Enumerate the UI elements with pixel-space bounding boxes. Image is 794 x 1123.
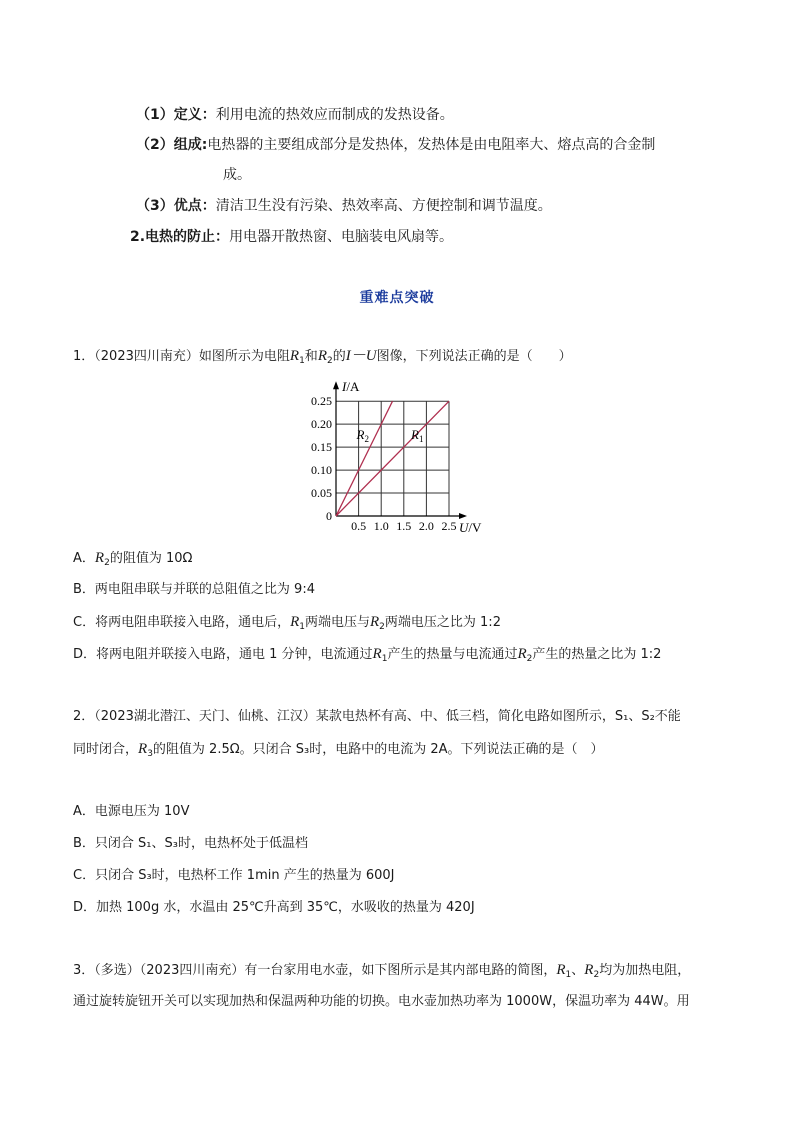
advantage-text: 清洁卫生没有污染、热效率高、方便控制和调节温度。 <box>215 198 552 214</box>
q3-sep: 、 <box>571 963 585 978</box>
section-heading: 重难点突破 <box>359 290 435 306</box>
q2-stem-line-2 <box>73 739 604 760</box>
var-r: R <box>372 646 382 662</box>
q1-number: 1． <box>73 349 95 364</box>
var-r: R <box>370 614 380 630</box>
option-a-letter: A． <box>73 551 95 566</box>
q1-source: （2023四川南充） <box>94 349 199 364</box>
definition-label: （1）定义： <box>136 107 216 123</box>
sub-2: 2 <box>379 622 385 632</box>
y-axis-label: I/A <box>342 379 360 395</box>
q3-text-2: 均为加热电阻， <box>599 963 691 978</box>
var-r: R <box>94 550 105 566</box>
option-a-text: 的阻值为 10Ω <box>109 551 193 566</box>
var-r: R <box>290 614 300 630</box>
composition-label: （2）组成: <box>136 137 208 153</box>
q3-stem-line-2: 通过旋转旋钮开关可以实现加热和保温两种功能的切换。电水壶加热功率为 1000W，保温功率为 44W。用 <box>73 994 690 1009</box>
sub-1: 1 <box>299 356 305 366</box>
option-c-text-3: 两端电压之比为 1:2 <box>384 615 501 630</box>
sub-1: 1 <box>299 622 305 632</box>
var-r: R <box>317 348 327 364</box>
x-tick-label: 2.5 <box>441 519 457 533</box>
sub-2: 2 <box>526 654 533 664</box>
y-axis-arrow-icon <box>333 381 339 389</box>
q2-option-a: A．电源电压为 10V <box>73 804 190 819</box>
var-r: R <box>584 962 594 978</box>
q3-text-1: 3．（多选）（2023四川南充）有一台家用电水壶，如下图所示是其内部电路的简图， <box>73 963 557 978</box>
y-tick-label: 0.25 <box>311 394 332 409</box>
composition-text: 电热器的主要组成部分是发热体，发热体是由电阻率大、熔点高的合金制 <box>207 137 656 153</box>
q1-and: 和 <box>304 349 318 364</box>
option-d-text-2: 产生的热量与电流通过 <box>387 647 518 662</box>
q1-text-3: 图像，下列说法正确的是（ ） <box>376 349 572 364</box>
y-tick-label: 0.20 <box>311 417 332 432</box>
sub-2: 2 <box>326 356 333 366</box>
var-r: R <box>138 741 148 757</box>
chart-labels <box>341 379 482 535</box>
origin-label: 0 <box>326 509 332 523</box>
y-tick-label: 0.10 <box>311 463 332 478</box>
chart-lines <box>336 401 449 516</box>
series-label-r2: $R_2$ <box>356 427 369 445</box>
option-c-text-1: C．将两电阻串联接入电路，通电后， <box>73 615 291 630</box>
series-label-r1: $R_1$ <box>411 427 424 445</box>
x-tick-label: 0.5 <box>351 519 367 533</box>
x-axis-arrow-icon <box>459 513 467 519</box>
sub-1: 1 <box>565 970 572 980</box>
q1-option-c <box>73 612 501 633</box>
var-r: R <box>289 348 300 364</box>
y-tick-label: 0.05 <box>311 486 332 501</box>
sub-2: 2 <box>593 970 600 980</box>
composition-text-cont: 成。 <box>223 167 251 183</box>
option-c-text-2: 两端电压与 <box>304 615 370 630</box>
series-line-r1 <box>336 401 449 516</box>
x-tick-label: 2.0 <box>418 519 434 533</box>
option-d-text-1: D．将两电阻并联接入电路，通电 1 分钟，电流通过 <box>73 647 373 662</box>
q2-stem-line-1: 2．（2023湖北潜江、天门、仙桃、江汉）某款电热杯有高、中、低三档，简化电路如图所示，S₁、S₂不能 <box>73 709 681 724</box>
q2-text-2: 的阻值为 2.5Ω。只闭合 S₃时，电路中的电流为 2A。下列说法正确的是（ ） <box>152 742 604 757</box>
var-r: R <box>556 962 566 978</box>
var-r: R <box>517 646 527 662</box>
definition-text: 利用电流的热效应而制成的发热设备。 <box>215 107 454 123</box>
prevention-label: 2.电热的防止： <box>130 229 230 245</box>
advantage-label: （3）优点： <box>136 198 216 214</box>
option-d-text-3: 产生的热量之比为 1:2 <box>532 647 662 662</box>
y-tick-label: 0.15 <box>311 440 332 455</box>
q3-stem-line-1 <box>73 960 690 981</box>
q1-option-a <box>73 548 192 569</box>
iu-label: I－U <box>345 348 377 364</box>
x-tick-label: 1.0 <box>373 519 389 533</box>
q2-option-d: D．加热 100g 水，水温由 25℃升高到 35℃，水吸收的热量为 420J <box>73 900 475 915</box>
x-tick-label: 1.5 <box>396 519 412 533</box>
sub-2: 2 <box>104 558 110 568</box>
q2-text-1: 同时闭合， <box>73 742 139 757</box>
q1-option-b: B．两电阻串联与并联的总阻值之比为 9:4 <box>73 582 315 597</box>
q1-text-1: 如图所示为电阻 <box>198 349 290 364</box>
q2-option-c: C．只闭合 S₃时，电热杯工作 1min 产生的热量为 600J <box>73 868 395 883</box>
sub-1: 1 <box>381 654 388 664</box>
q2-option-b: B．只闭合 S₁、S₃时，电热杯处于低温档 <box>73 836 308 851</box>
x-axis-label: U/V <box>459 520 482 535</box>
q1-text-2: 的 <box>332 349 346 364</box>
series-line-r2 <box>336 401 393 516</box>
q1-option-d <box>73 644 661 665</box>
sub-3: 3 <box>147 749 153 759</box>
prevention-text: 用电器开散热窗、电脑装电风扇等。 <box>229 229 454 245</box>
